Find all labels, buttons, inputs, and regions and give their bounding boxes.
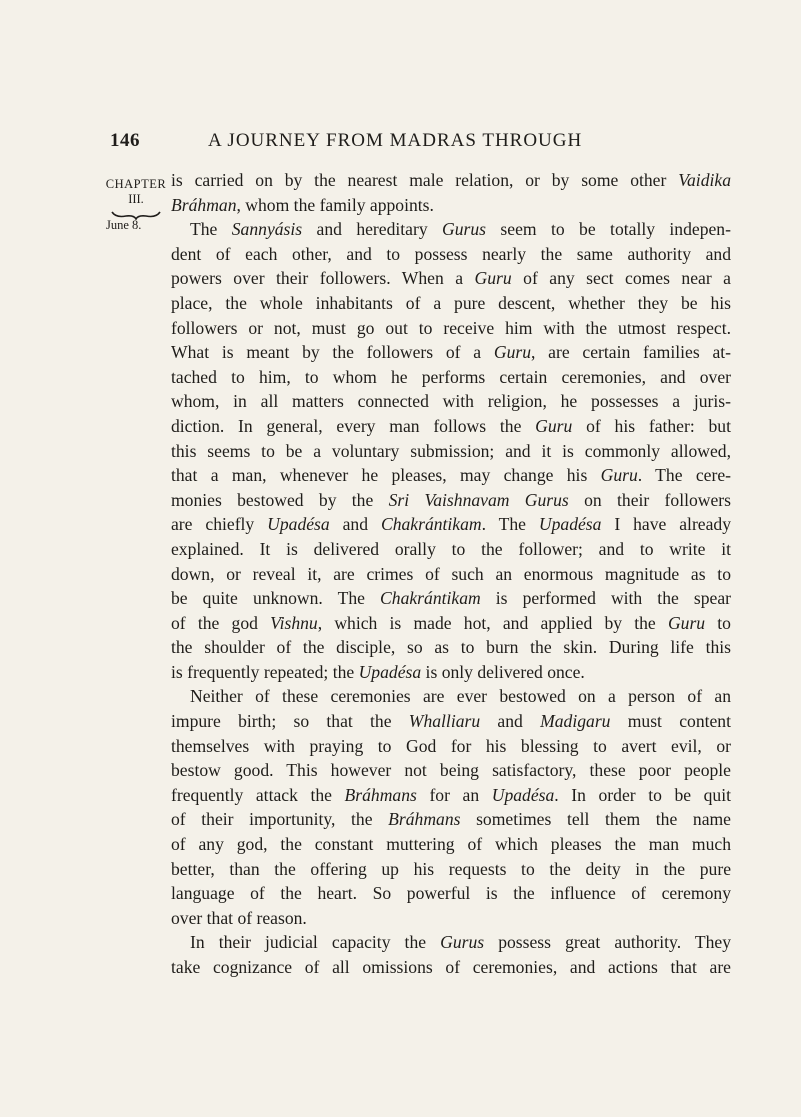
text-run: . The cere-: [637, 465, 731, 486]
italic-term: Vishnu: [270, 612, 318, 633]
text-run: be quite unknown. The: [171, 588, 381, 609]
text-run: , are certain families at-: [531, 342, 731, 363]
text-line: [171, 734, 731, 759]
text-line: [171, 807, 731, 832]
text-run: seem to be totally indepen-: [486, 219, 731, 240]
page-number: 146: [110, 130, 140, 151]
text-run: take cognizance of all omissions of ceremonies, and actions that are: [171, 957, 731, 977]
italic-term: Guru: [474, 268, 512, 289]
text-run: for an: [416, 784, 492, 805]
text-run: powers over their followers. When a: [171, 268, 475, 289]
italic-term: Upadésa: [491, 784, 555, 805]
text-run: of any sect comes near a: [511, 268, 731, 289]
text-run: The: [190, 219, 232, 240]
text-run: . The: [481, 514, 539, 535]
text-line: [171, 758, 731, 783]
text-run: must content: [610, 711, 731, 732]
text-run: is frequently repeated; the: [171, 661, 359, 682]
text-run: is only delivered once.: [421, 661, 585, 682]
italic-term: Upadésa: [358, 661, 422, 682]
italic-term: Vaidika: [678, 170, 731, 190]
text-run: impure birth; so that the: [171, 711, 409, 732]
text-line: [171, 906, 731, 931]
italic-term: Bráhmans: [344, 784, 417, 805]
text-line: [171, 439, 731, 464]
text-line: [171, 389, 731, 414]
text-run: tached to him, to whom he performs certain ceremonies, and over: [171, 366, 731, 387]
text-line: [171, 168, 731, 193]
italic-term: Guru: [667, 612, 706, 633]
text-run: of any god, the constant muttering of which pleases the man much: [171, 834, 731, 855]
text-line: [171, 512, 731, 537]
text-run: themselves with praying to God for his blessing to avert evil, or: [171, 735, 731, 756]
text-run: dent of each other, and to possess nearly the same authority and: [171, 243, 731, 264]
text-line: [171, 291, 731, 316]
text-run: and: [480, 711, 541, 732]
italic-term: Guru: [535, 415, 573, 436]
italic-term: Chakrántikam: [380, 588, 481, 609]
text-line: [171, 955, 731, 980]
text-line: [171, 611, 731, 636]
text-run: monies bestowed by the: [171, 489, 389, 510]
text-run: , which is made hot, and applied by the: [317, 612, 668, 633]
text-run: that a man, whenever he pleases, may change his: [171, 465, 601, 486]
text-line: [171, 684, 731, 709]
text-line: [171, 414, 731, 439]
text-run: and: [329, 514, 381, 535]
text-line: [171, 537, 731, 562]
text-run: is carried on by the nearest male relation, or by some other: [171, 170, 679, 190]
text-line: [171, 488, 731, 513]
italic-term: Gurus: [440, 932, 485, 953]
margin-date: June 8.: [106, 218, 142, 232]
text-line: [171, 832, 731, 857]
text-run: . In order to be quit: [554, 784, 732, 805]
margin-brace-ornament: [104, 207, 168, 217]
text-line: [171, 709, 731, 734]
text-run: of his father: but: [572, 415, 731, 436]
text-run: of their importunity, the: [171, 809, 389, 830]
margin-chapter-number: III.: [128, 192, 144, 206]
text-line: [171, 463, 731, 488]
italic-term: Chakrántikam: [380, 514, 482, 535]
text-run: is performed with the spear: [480, 588, 731, 609]
text-run: over that of reason.: [171, 907, 307, 928]
margin-note: [104, 177, 168, 233]
text-line: [171, 857, 731, 882]
text-line: [171, 635, 731, 660]
italic-term: Bráhman: [171, 194, 237, 215]
margin-chapter: CHAPTER: [105, 177, 167, 191]
italic-term: Whalliaru: [408, 711, 481, 732]
text-run: down, or reveal it, are crimes of such an enormous magnitude as to: [171, 563, 731, 584]
text-run: explained. It is delivered orally to the follower; and to write it: [171, 538, 731, 559]
text-run: , whom the family appoints.: [236, 194, 434, 215]
text-run: frequently attack the: [171, 784, 345, 805]
text-line: [171, 266, 731, 291]
text-run: sometimes tell them the name: [460, 809, 731, 830]
text-line: [171, 316, 731, 341]
text-run: I have already: [601, 514, 732, 535]
italic-term: Guru: [493, 342, 532, 363]
page-header: [110, 130, 670, 160]
text-line: [171, 930, 731, 955]
text-run: bestow good. This however not being satisfactory, these poor people: [171, 760, 731, 781]
italic-term: Sannyásis: [231, 219, 303, 240]
text-run: place, the whole inhabitants of a pure descent, whether they be his: [171, 292, 731, 313]
text-run: diction. In general, every man follows the: [171, 415, 536, 436]
text-run: possess great authority. They: [484, 932, 731, 953]
italic-term: Madigaru: [540, 711, 611, 732]
italic-term: Upadésa: [538, 514, 602, 535]
italic-term: Bráhmans: [388, 809, 461, 830]
text-run: on their followers: [568, 489, 732, 510]
text-run: better, than the offering up his requests to the deity in the pure: [171, 858, 731, 879]
text-line: [171, 660, 731, 685]
text-line: [171, 340, 731, 365]
body-text: [171, 168, 731, 980]
italic-term: Sri Vaishnavam Gurus: [388, 489, 569, 510]
italic-term: Gurus: [442, 219, 487, 240]
text-run: the shoulder of the disciple, so as to burn the skin. During life this: [171, 637, 731, 658]
text-run: are chiefly: [171, 514, 268, 535]
text-run: this seems to be a voluntary submission; and it is commonly allowed,: [171, 440, 731, 461]
text-run: followers or not, must go out to receive him with the utmost respect.: [171, 317, 731, 338]
text-run: language of the heart. So powerful is the influence of ceremony: [171, 883, 731, 904]
italic-term: Guru: [600, 465, 638, 486]
italic-term: Upadésa: [267, 514, 330, 535]
text-line: [171, 783, 731, 808]
text-line: [171, 881, 731, 906]
text-run: and hereditary: [302, 219, 443, 240]
text-line: [171, 242, 731, 267]
text-line: [171, 586, 731, 611]
text-line: [171, 562, 731, 587]
text-line: [171, 365, 731, 390]
text-run: of the god: [171, 612, 271, 633]
text-run: Neither of these ceremonies are ever bestowed on a person of an: [190, 686, 731, 707]
running-head: A JOURNEY FROM MADRAS THROUGH: [208, 130, 583, 151]
text-run: What is meant by the followers of a: [171, 342, 494, 363]
text-line: [171, 217, 731, 242]
text-run: In their judicial capacity the: [190, 932, 441, 953]
text-run: whom, in all matters connected with religion, he possesses a juris-: [171, 391, 731, 412]
text-run: to: [705, 612, 731, 633]
text-line: [171, 193, 731, 218]
